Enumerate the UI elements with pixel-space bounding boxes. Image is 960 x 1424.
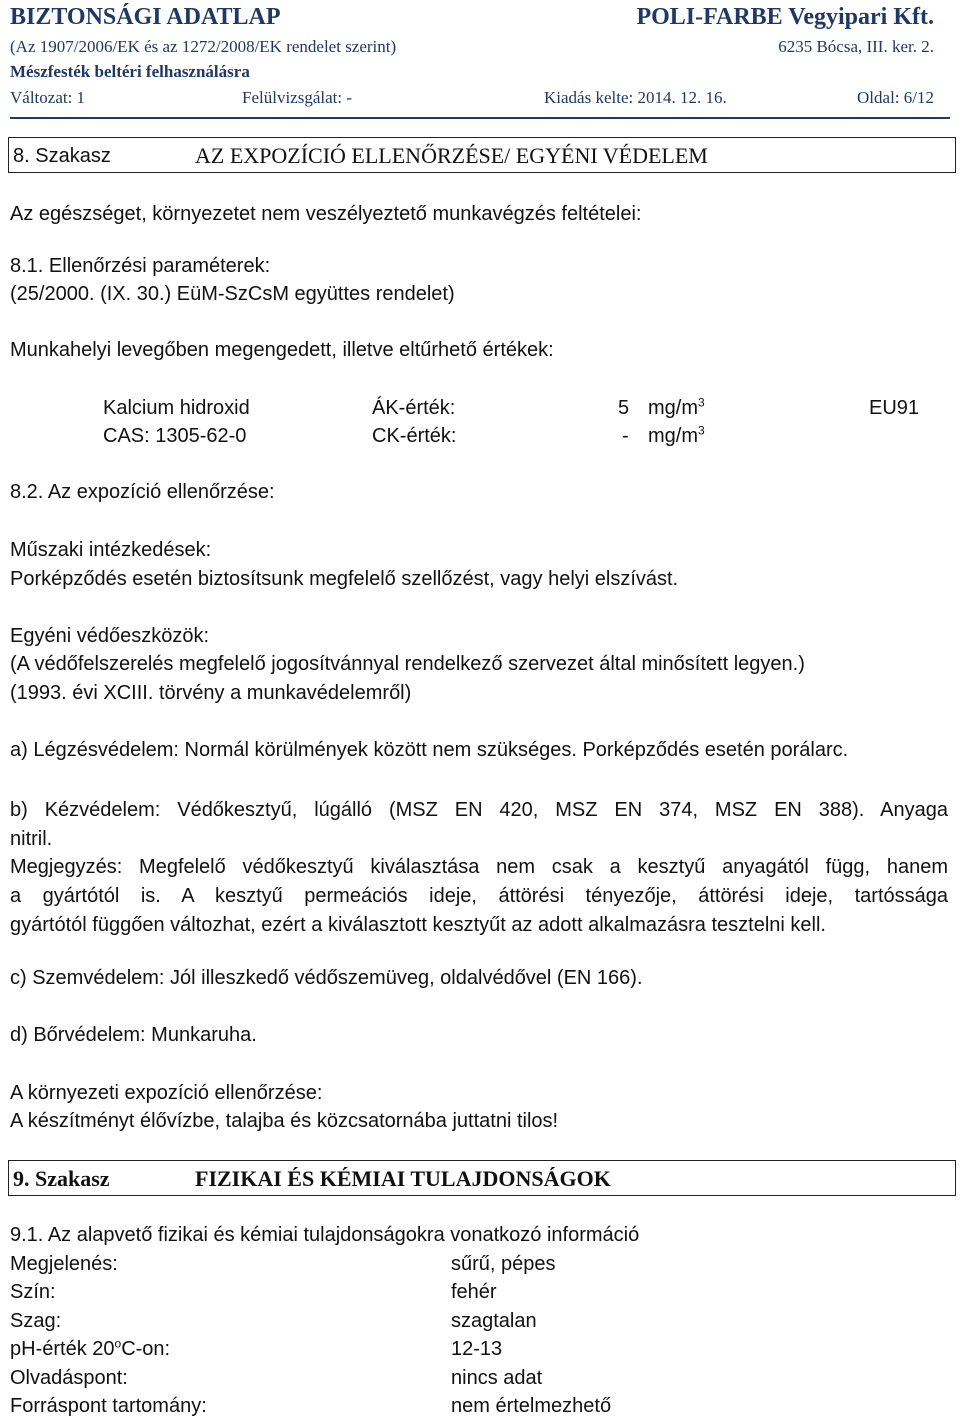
ak-value: 5 <box>618 397 630 419</box>
page-number: Oldal: 6/12 <box>857 88 934 107</box>
section-8-intro: Az egészséget, környezetet nem veszélyeztető munkavégzés feltételei: <box>10 203 642 225</box>
environmental-exposure-heading: A környezeti expozíció ellenőrzése: <box>10 1082 323 1104</box>
section-8-heading <box>8 137 956 173</box>
hand-protection: b) Kézvédelem: Védőkesztyű, lúgálló (MSZ EN 420, MSZ EN 374, MSZ EN 388). Anyaga nitril. <box>10 799 948 850</box>
environmental-exposure-text: A készítményt élővízbe, talajba és közcsatornába juttatni tilos! <box>10 1110 559 1132</box>
ppe-certification-note: (A védőfelszerelés megfelelő jogosítvánnyal rendelkező szervezet által minősített legyen.) <box>10 653 805 675</box>
property-value: nincs adat <box>451 1367 543 1389</box>
property-value: nem értelmezhető <box>451 1395 612 1417</box>
section-9-heading <box>8 1160 956 1196</box>
revision-label: Felülvizsgálat: - <box>242 88 353 107</box>
company-name: POLI-FARBE Vegyipari Kft. <box>636 4 934 30</box>
subsection-8-1-law: (25/2000. (IX. 30.) EüM-SzCsM együttes rendelet) <box>10 283 455 305</box>
technical-measures-text: Porképződés esetén biztosítsunk megfelelő szellőzést, vagy helyi elszívást. <box>10 568 679 590</box>
property-label: Szín: <box>10 1281 56 1303</box>
document-title: BIZTONSÁGI ADATLAP <box>10 4 281 30</box>
section-8-number: 8. Szakasz <box>13 145 111 167</box>
company-address: 6235 Bócsa, III. ker. 2. <box>778 37 934 56</box>
property-value: fehér <box>451 1281 497 1303</box>
property-value: sűrű, pépes <box>451 1253 556 1275</box>
subsection-8-2-title: 8.2. Az expozíció ellenőrzése: <box>10 481 275 503</box>
issue-date: Kiadás kelte: 2014. 12. 16. <box>544 88 727 107</box>
section-9-number: 9. Szakasz <box>13 1166 110 1191</box>
cas-number: CAS: 1305-62-0 <box>103 425 247 447</box>
property-value: szagtalan <box>451 1310 537 1332</box>
ck-value: - <box>622 425 629 447</box>
workplace-limits-heading: Munkahelyi levegőben megengedett, illetve eltűrhető értékek: <box>10 339 554 361</box>
glove-note: Megjegyzés: Megfelelő védőkesztyű kiválasztása nem csak a kesztyű anyagától függ, hanem a gyártótól is. A kesztyű permeációs ideje, áttörési tényezője, áttörési ideje, tartóssága gyártótól függően változhat, ezért a kiválasztott kesztyűt az adott alkalmazásra tesztelni kell. <box>10 856 948 936</box>
ak-value-label: ÁK-érték: <box>372 397 456 419</box>
product-name: Mészfesték beltéri felhasználásra <box>10 62 250 81</box>
version-label: Változat: 1 <box>10 88 86 107</box>
property-label: Szag: <box>10 1310 62 1332</box>
subsection-8-1-title: 8.1. Ellenőrzési paraméterek: <box>10 255 271 277</box>
substance-name: Kalcium hidroxid <box>103 397 250 419</box>
ak-unit: $mg/m^3$ <box>648 395 705 419</box>
skin-protection: d) Bőrvédelem: Munkaruha. <box>10 1024 257 1046</box>
section-9-title: FIZIKAI ÉS KÉMIAI TULAJDONSÁGOK <box>195 1166 611 1191</box>
header-divider <box>10 117 950 119</box>
ck-value-label: CK-érték: <box>372 425 457 447</box>
property-label: Megjelenés: <box>10 1253 118 1275</box>
ppe-heading: Egyéni védőeszközök: <box>10 625 210 647</box>
regulation-reference: (Az 1907/2006/EK és az 1272/2008/EK rendelet szerint) <box>10 37 397 56</box>
eu-reference: EU91 <box>869 397 920 419</box>
subsection-9-1-title: 9.1. Az alapvető fizikai és kémiai tulajdonságokra vonatkozó információ <box>10 1224 640 1246</box>
property-label: Forráspont tartomány: <box>10 1395 207 1417</box>
ck-unit: $mg/m^3$ <box>648 423 705 447</box>
property-value: 12-13 <box>451 1338 503 1360</box>
property-label: pH-érték 20$^o$C-on: <box>10 1336 171 1360</box>
technical-measures-heading: Műszaki intézkedések: <box>10 539 212 561</box>
eye-protection: c) Szemvédelem: Jól illeszkedő védőszemüveg, oldalvédővel (EN 166). <box>10 967 643 989</box>
ppe-law-note: (1993. évi XCIII. törvény a munkavédelemről) <box>10 682 412 704</box>
property-label: Olvadáspont: <box>10 1367 128 1389</box>
respiratory-protection: a) Légzésvédelem: Normál körülmények között nem szükséges. Porképződés esetén porálarc. <box>10 739 849 761</box>
section-8-title: AZ EXPOZÍCIÓ ELLENŐRZÉSE/ EGYÉNI VÉDELEM <box>195 143 708 168</box>
